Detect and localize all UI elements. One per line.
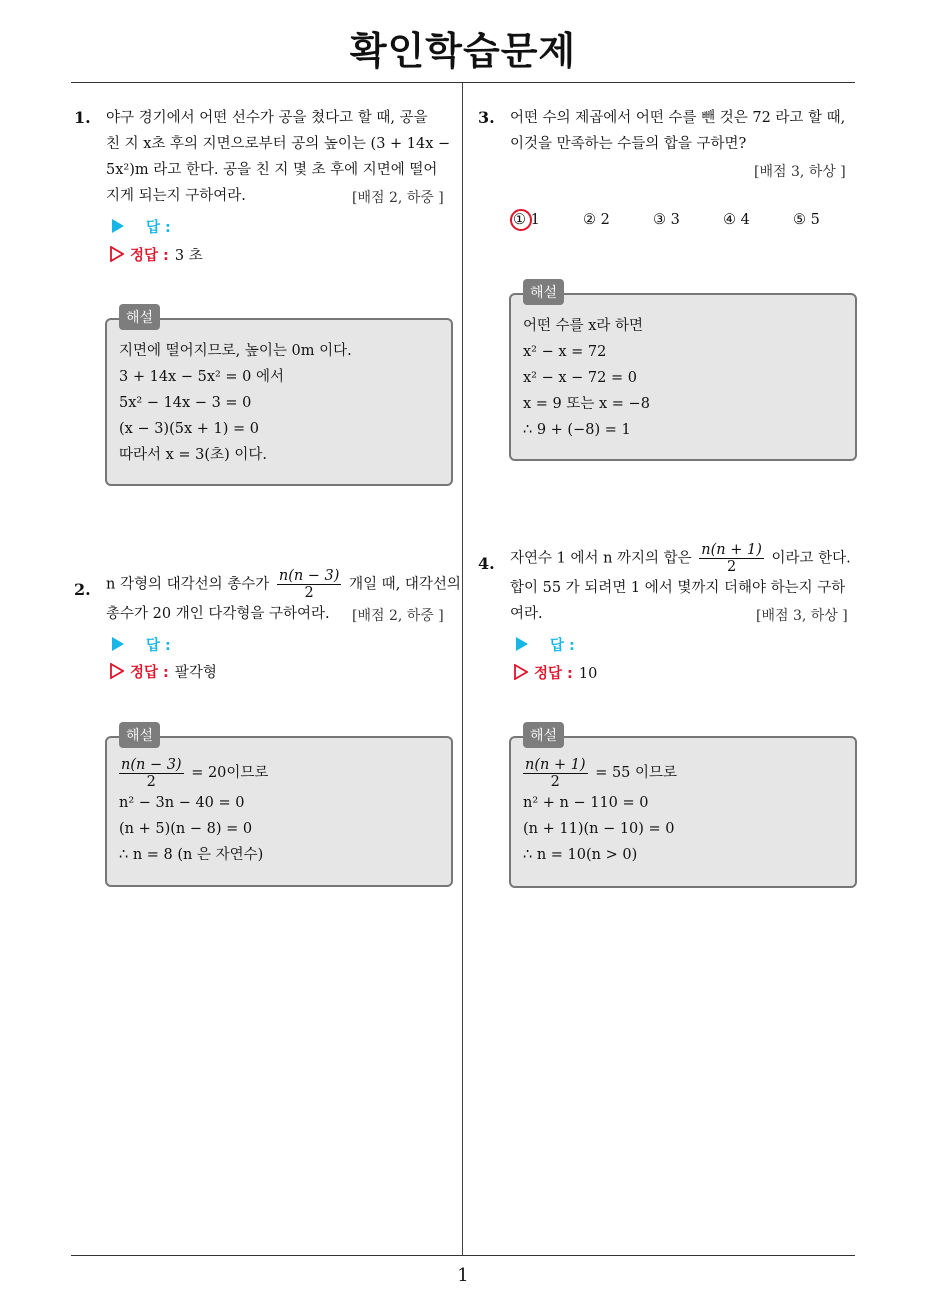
fraction: $\frac{n(n - 3)}{2}$ [121,756,182,790]
text-line: 합이 55 가 되려면 1 에서 몇까지 더해야 하는지 구하 [510,580,846,596]
page-number: 1 [457,1265,469,1286]
fraction: $\frac{n(n + 1)}{2}$ [701,542,762,575]
answer-label: 답 : [146,638,171,654]
solution-line: 5x² − 14x − 3 = 0 [119,395,252,411]
question-number: 1. [74,108,91,127]
answer-label: 답 : [146,220,171,236]
answer-line [112,216,171,237]
fraction: $\frac{n(n - 3)}{2}$ [278,568,340,601]
score-meta: [배점 2, 하중 ] [352,608,444,624]
solution-line: ∴ n = 10(n > 0) [523,847,638,863]
solution-line: (x − 3)(5x + 1) = 0 [119,421,259,437]
solution-line: $\frac{n(n - 3)}{2}$ = 20이므로 [121,756,269,790]
choice-list [513,212,853,236]
choice-4[interactable]: ④ 4 [723,212,750,228]
text-line: 자연수 1 에서 n 까지의 합은 $\frac{n(n + 1)}{2}$ 이라고 한다. [510,542,851,575]
solution-lines [523,756,677,868]
bottom-rule [71,1255,855,1256]
choice-3[interactable]: ③ 3 [653,212,680,228]
answer-label: 답 : [550,638,575,654]
text-line: 이것을 만족하는 수들의 합을 구하면? [510,136,747,152]
triangle-outline-icon [110,663,124,679]
solution-line: 따라서 x = 3(초) 이다. [119,447,267,463]
solution-line: 어떤 수를 x라 하면 [523,318,644,334]
text-line: 지게 되는지 구하여라. [106,188,246,204]
page-title: 확인학습문제 [349,29,577,73]
question-number: 2. [74,580,91,599]
score-meta: [배점 2, 하중 ] [352,190,444,206]
answer-line [112,634,171,655]
text-line: 5x²)m 라고 한다. 공을 친 지 몇 초 후에 지면에 떨어 [106,162,438,178]
solution-line: 3 + 14x − 5x² = 0 에서 [119,369,285,385]
text-line: 총수가 20 개인 다각형을 구하여라. [106,606,330,622]
solution-tag: 해설 [119,304,160,330]
correct-value: 3 초 [174,248,203,264]
solution-box [105,310,453,486]
selected-circle-icon [510,209,532,231]
text-line: 친 지 x초 후의 지면으로부터 공의 높이는 (3 + 14x − [106,136,451,152]
solution-line: x² − x − 72 = 0 [523,370,637,386]
solution-tag: 해설 [523,279,564,305]
solution-line: x² − x = 72 [523,344,607,360]
solution-tag: 해설 [119,722,160,748]
score-meta: [배점 3, 하상 ] [754,164,846,180]
correct-label: 정답 : [130,248,169,264]
text-line: n 각형의 대각선의 총수가 $\frac{n(n - 3)}{2}$ 개일 때, 대각선의 [106,568,461,601]
triangle-outline-icon [110,246,124,262]
solution-line: $\frac{n(n + 1)}{2}$ = 55 이므로 [525,756,678,790]
text-line: 어떤 수의 제곱에서 어떤 수를 뺀 것은 72 라고 할 때, [510,110,846,126]
choice-2[interactable]: ② 2 [583,212,610,228]
solution-lines [119,756,268,868]
text-line: 여라. [510,606,543,622]
solution-line: ∴ 9 + (−8) = 1 [523,422,631,438]
solution-line: 지면에 떨어지므로, 높이는 0m 이다. [119,343,352,359]
solution-box [509,285,857,461]
play-icon [112,219,124,233]
fraction: $\frac{n(n + 1)}{2}$ [525,756,586,790]
solution-line: x = 9 또는 x = −8 [523,396,650,412]
solution-line: (n + 5)(n − 8) = 0 [119,821,253,837]
correct-answer-line [514,662,597,683]
solution-line: (n + 11)(n − 10) = 0 [523,821,675,837]
score-meta: [배점 3, 하상 ] [756,608,848,624]
solution-lines [523,313,650,443]
solution-line: ∴ n = 8 (n 은 자연수) [119,847,264,863]
play-icon [516,637,528,651]
choice-5[interactable]: ⑤ 5 [793,212,820,228]
play-icon [112,637,124,651]
answer-line [516,634,575,655]
question-text [510,105,860,157]
solution-lines [119,338,352,468]
correct-answer-line [110,661,217,682]
correct-label: 정답 : [130,665,169,681]
question-number: 3. [478,108,495,127]
text-line: 야구 경기에서 어떤 선수가 공을 쳤다고 할 때, 공을 [106,110,428,126]
column-divider [462,83,463,1255]
choice-1[interactable]: ① 1 [513,212,540,228]
solution-line: n² + n − 110 = 0 [523,795,649,811]
correct-value: 10 [578,666,598,682]
triangle-outline-icon [514,664,528,680]
solution-box [509,728,857,888]
correct-value: 팔각형 [174,665,217,681]
solution-line: n² − 3n − 40 = 0 [119,795,245,811]
solution-tag: 해설 [523,722,564,748]
correct-answer-line [110,244,203,265]
question-number: 4. [478,554,495,573]
correct-label: 정답 : [534,666,573,682]
top-rule [71,82,855,83]
solution-box [105,728,453,887]
